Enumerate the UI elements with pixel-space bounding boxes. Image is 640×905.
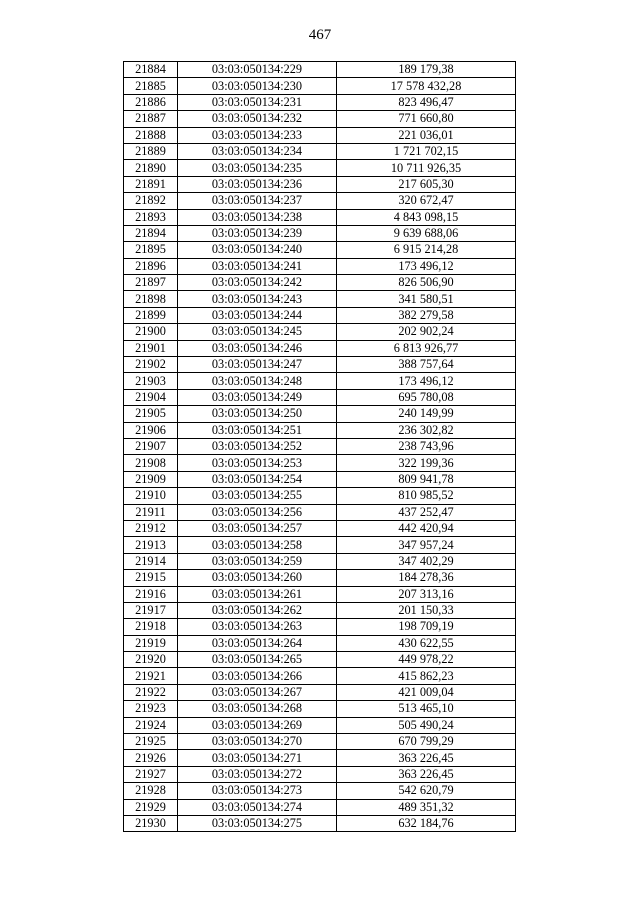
row-number-cell: 21907 bbox=[124, 438, 178, 454]
row-number-cell: 21927 bbox=[124, 766, 178, 782]
cadastral-number-cell: 03:03:050134:231 bbox=[178, 94, 337, 110]
row-number-cell: 21896 bbox=[124, 258, 178, 274]
cadastral-number-cell: 03:03:050134:259 bbox=[178, 553, 337, 569]
table-row bbox=[124, 586, 516, 602]
cadastral-number-cell: 03:03:050134:257 bbox=[178, 520, 337, 536]
cadastral-number-cell: 03:03:050134:260 bbox=[178, 570, 337, 586]
cadastral-number-cell: 03:03:050134:250 bbox=[178, 406, 337, 422]
cadastral-number-cell: 03:03:050134:270 bbox=[178, 734, 337, 750]
cadastral-value-cell: 240 149,99 bbox=[337, 406, 516, 422]
row-number-cell: 21906 bbox=[124, 422, 178, 438]
row-number-cell: 21904 bbox=[124, 389, 178, 405]
cadastral-number-cell: 03:03:050134:233 bbox=[178, 127, 337, 143]
row-number-cell: 21908 bbox=[124, 455, 178, 471]
row-number-cell: 21891 bbox=[124, 176, 178, 192]
table-row bbox=[124, 242, 516, 258]
table-row bbox=[124, 455, 516, 471]
cadastral-number-cell: 03:03:050134:243 bbox=[178, 291, 337, 307]
cadastral-number-cell: 03:03:050134:245 bbox=[178, 324, 337, 340]
row-number-cell: 21930 bbox=[124, 815, 178, 831]
row-number-cell: 21886 bbox=[124, 94, 178, 110]
table-row bbox=[124, 111, 516, 127]
table-row bbox=[124, 193, 516, 209]
row-number-cell: 21892 bbox=[124, 193, 178, 209]
table-row bbox=[124, 324, 516, 340]
row-number-cell: 21899 bbox=[124, 307, 178, 323]
cadastral-number-cell: 03:03:050134:234 bbox=[178, 143, 337, 159]
cadastral-value-cell: 415 862,23 bbox=[337, 668, 516, 684]
cadastral-value-cell: 347 957,24 bbox=[337, 537, 516, 553]
table-row bbox=[124, 225, 516, 241]
row-number-cell: 21893 bbox=[124, 209, 178, 225]
cadastral-number-cell: 03:03:050134:273 bbox=[178, 783, 337, 799]
cadastral-number-cell: 03:03:050134:247 bbox=[178, 357, 337, 373]
row-number-cell: 21921 bbox=[124, 668, 178, 684]
table-row bbox=[124, 406, 516, 422]
cadastral-value-cell: 695 780,08 bbox=[337, 389, 516, 405]
table-row bbox=[124, 389, 516, 405]
row-number-cell: 21884 bbox=[124, 62, 178, 78]
cadastral-value-cell: 513 465,10 bbox=[337, 701, 516, 717]
cadastral-value-cell: 189 179,38 bbox=[337, 62, 516, 78]
table-row bbox=[124, 684, 516, 700]
cadastral-value-cell: 322 199,36 bbox=[337, 455, 516, 471]
row-number-cell: 21911 bbox=[124, 504, 178, 520]
table-row bbox=[124, 520, 516, 536]
row-number-cell: 21897 bbox=[124, 275, 178, 291]
table-row bbox=[124, 652, 516, 668]
row-number-cell: 21919 bbox=[124, 635, 178, 651]
row-number-cell: 21910 bbox=[124, 488, 178, 504]
table-row bbox=[124, 438, 516, 454]
cadastral-number-cell: 03:03:050134:256 bbox=[178, 504, 337, 520]
cadastral-value-cell: 221 036,01 bbox=[337, 127, 516, 143]
row-number-cell: 21895 bbox=[124, 242, 178, 258]
table-row bbox=[124, 504, 516, 520]
cadastral-number-cell: 03:03:050134:262 bbox=[178, 602, 337, 618]
table-row bbox=[124, 127, 516, 143]
cadastral-value-table bbox=[123, 61, 516, 832]
cadastral-value-cell: 201 150,33 bbox=[337, 602, 516, 618]
cadastral-number-cell: 03:03:050134:249 bbox=[178, 389, 337, 405]
cadastral-value-cell: 363 226,45 bbox=[337, 750, 516, 766]
row-number-cell: 21924 bbox=[124, 717, 178, 733]
cadastral-number-cell: 03:03:050134:230 bbox=[178, 78, 337, 94]
row-number-cell: 21914 bbox=[124, 553, 178, 569]
row-number-cell: 21905 bbox=[124, 406, 178, 422]
cadastral-value-cell: 826 506,90 bbox=[337, 275, 516, 291]
cadastral-number-cell: 03:03:050134:237 bbox=[178, 193, 337, 209]
table-row bbox=[124, 471, 516, 487]
row-number-cell: 21922 bbox=[124, 684, 178, 700]
table-row bbox=[124, 701, 516, 717]
cadastral-value-cell: 10 711 926,35 bbox=[337, 160, 516, 176]
row-number-cell: 21898 bbox=[124, 291, 178, 307]
table-row bbox=[124, 62, 516, 78]
cadastral-value-cell: 809 941,78 bbox=[337, 471, 516, 487]
cadastral-number-cell: 03:03:050134:266 bbox=[178, 668, 337, 684]
cadastral-number-cell: 03:03:050134:261 bbox=[178, 586, 337, 602]
row-number-cell: 21890 bbox=[124, 160, 178, 176]
table-row bbox=[124, 275, 516, 291]
cadastral-number-cell: 03:03:050134:241 bbox=[178, 258, 337, 274]
cadastral-value-cell: 670 799,29 bbox=[337, 734, 516, 750]
table-row bbox=[124, 750, 516, 766]
row-number-cell: 21900 bbox=[124, 324, 178, 340]
cadastral-number-cell: 03:03:050134:264 bbox=[178, 635, 337, 651]
cadastral-number-cell: 03:03:050134:239 bbox=[178, 225, 337, 241]
cadastral-value-cell: 17 578 432,28 bbox=[337, 78, 516, 94]
cadastral-number-cell: 03:03:050134:268 bbox=[178, 701, 337, 717]
row-number-cell: 21928 bbox=[124, 783, 178, 799]
cadastral-number-cell: 03:03:050134:272 bbox=[178, 766, 337, 782]
cadastral-value-cell: 382 279,58 bbox=[337, 307, 516, 323]
row-number-cell: 21885 bbox=[124, 78, 178, 94]
cadastral-value-cell: 217 605,30 bbox=[337, 176, 516, 192]
cadastral-value-cell: 1 721 702,15 bbox=[337, 143, 516, 159]
table-row bbox=[124, 160, 516, 176]
cadastral-number-cell: 03:03:050134:238 bbox=[178, 209, 337, 225]
cadastral-number-cell: 03:03:050134:236 bbox=[178, 176, 337, 192]
row-number-cell: 21901 bbox=[124, 340, 178, 356]
table-row bbox=[124, 94, 516, 110]
cadastral-number-cell: 03:03:050134:251 bbox=[178, 422, 337, 438]
table-row bbox=[124, 422, 516, 438]
row-number-cell: 21926 bbox=[124, 750, 178, 766]
cadastral-value-cell: 449 978,22 bbox=[337, 652, 516, 668]
cadastral-value-cell: 238 743,96 bbox=[337, 438, 516, 454]
cadastral-number-cell: 03:03:050134:248 bbox=[178, 373, 337, 389]
cadastral-value-cell: 347 402,29 bbox=[337, 553, 516, 569]
row-number-cell: 21929 bbox=[124, 799, 178, 815]
cadastral-value-cell: 437 252,47 bbox=[337, 504, 516, 520]
cadastral-value-cell: 421 009,04 bbox=[337, 684, 516, 700]
table-row bbox=[124, 209, 516, 225]
cadastral-number-cell: 03:03:050134:258 bbox=[178, 537, 337, 553]
cadastral-value-cell: 363 226,45 bbox=[337, 766, 516, 782]
table-row bbox=[124, 291, 516, 307]
table-row bbox=[124, 176, 516, 192]
table-row bbox=[124, 143, 516, 159]
cadastral-number-cell: 03:03:050134:263 bbox=[178, 619, 337, 635]
table-row bbox=[124, 553, 516, 569]
cadastral-number-cell: 03:03:050134:274 bbox=[178, 799, 337, 815]
cadastral-value-cell: 430 622,55 bbox=[337, 635, 516, 651]
row-number-cell: 21916 bbox=[124, 586, 178, 602]
row-number-cell: 21917 bbox=[124, 602, 178, 618]
cadastral-number-cell: 03:03:050134:253 bbox=[178, 455, 337, 471]
cadastral-value-cell: 320 672,47 bbox=[337, 193, 516, 209]
cadastral-value-cell: 4 843 098,15 bbox=[337, 209, 516, 225]
cadastral-value-cell: 388 757,64 bbox=[337, 357, 516, 373]
table-body bbox=[124, 62, 516, 832]
cadastral-number-cell: 03:03:050134:240 bbox=[178, 242, 337, 258]
cadastral-number-cell: 03:03:050134:271 bbox=[178, 750, 337, 766]
cadastral-value-cell: 810 985,52 bbox=[337, 488, 516, 504]
row-number-cell: 21902 bbox=[124, 357, 178, 373]
row-number-cell: 21912 bbox=[124, 520, 178, 536]
cadastral-number-cell: 03:03:050134:244 bbox=[178, 307, 337, 323]
table-row bbox=[124, 635, 516, 651]
page-number: 467 bbox=[308, 27, 332, 43]
row-number-cell: 21915 bbox=[124, 570, 178, 586]
cadastral-value-cell: 505 490,24 bbox=[337, 717, 516, 733]
cadastral-number-cell: 03:03:050134:269 bbox=[178, 717, 337, 733]
row-number-cell: 21923 bbox=[124, 701, 178, 717]
cadastral-number-cell: 03:03:050134:246 bbox=[178, 340, 337, 356]
cadastral-value-cell: 207 313,16 bbox=[337, 586, 516, 602]
row-number-cell: 21889 bbox=[124, 143, 178, 159]
cadastral-number-cell: 03:03:050134:252 bbox=[178, 438, 337, 454]
row-number-cell: 21903 bbox=[124, 373, 178, 389]
cadastral-value-cell: 202 902,24 bbox=[337, 324, 516, 340]
cadastral-value-cell: 184 278,36 bbox=[337, 570, 516, 586]
table-row bbox=[124, 602, 516, 618]
cadastral-value-cell: 6 813 926,77 bbox=[337, 340, 516, 356]
cadastral-value-cell: 6 915 214,28 bbox=[337, 242, 516, 258]
table-row bbox=[124, 488, 516, 504]
cadastral-value-cell: 442 420,94 bbox=[337, 520, 516, 536]
table-row bbox=[124, 619, 516, 635]
cadastral-number-cell: 03:03:050134:235 bbox=[178, 160, 337, 176]
table-row bbox=[124, 734, 516, 750]
table-row bbox=[124, 668, 516, 684]
table-row bbox=[124, 373, 516, 389]
cadastral-value-cell: 236 302,82 bbox=[337, 422, 516, 438]
table-row bbox=[124, 78, 516, 94]
cadastral-number-cell: 03:03:050134:242 bbox=[178, 275, 337, 291]
table-row bbox=[124, 537, 516, 553]
row-number-cell: 21920 bbox=[124, 652, 178, 668]
table-row bbox=[124, 766, 516, 782]
row-number-cell: 21887 bbox=[124, 111, 178, 127]
row-number-cell: 21913 bbox=[124, 537, 178, 553]
cadastral-value-cell: 542 620,79 bbox=[337, 783, 516, 799]
cadastral-number-cell: 03:03:050134:229 bbox=[178, 62, 337, 78]
row-number-cell: 21925 bbox=[124, 734, 178, 750]
table-row bbox=[124, 799, 516, 815]
cadastral-number-cell: 03:03:050134:255 bbox=[178, 488, 337, 504]
row-number-cell: 21894 bbox=[124, 225, 178, 241]
row-number-cell: 21909 bbox=[124, 471, 178, 487]
table-row bbox=[124, 717, 516, 733]
cadastral-value-cell: 173 496,12 bbox=[337, 373, 516, 389]
cadastral-value-cell: 9 639 688,06 bbox=[337, 225, 516, 241]
cadastral-value-cell: 823 496,47 bbox=[337, 94, 516, 110]
table-row bbox=[124, 783, 516, 799]
cadastral-value-cell: 771 660,80 bbox=[337, 111, 516, 127]
table-row bbox=[124, 307, 516, 323]
cadastral-value-cell: 632 184,76 bbox=[337, 815, 516, 831]
cadastral-value-cell: 173 496,12 bbox=[337, 258, 516, 274]
cadastral-number-cell: 03:03:050134:267 bbox=[178, 684, 337, 700]
row-number-cell: 21888 bbox=[124, 127, 178, 143]
table-row bbox=[124, 258, 516, 274]
row-number-cell: 21918 bbox=[124, 619, 178, 635]
cadastral-number-cell: 03:03:050134:232 bbox=[178, 111, 337, 127]
cadastral-number-cell: 03:03:050134:275 bbox=[178, 815, 337, 831]
table-row bbox=[124, 357, 516, 373]
cadastral-number-cell: 03:03:050134:265 bbox=[178, 652, 337, 668]
table-row bbox=[124, 340, 516, 356]
table-row bbox=[124, 570, 516, 586]
cadastral-number-cell: 03:03:050134:254 bbox=[178, 471, 337, 487]
table-row bbox=[124, 815, 516, 831]
cadastral-value-cell: 198 709,19 bbox=[337, 619, 516, 635]
cadastral-value-cell: 489 351,32 bbox=[337, 799, 516, 815]
cadastral-value-cell: 341 580,51 bbox=[337, 291, 516, 307]
